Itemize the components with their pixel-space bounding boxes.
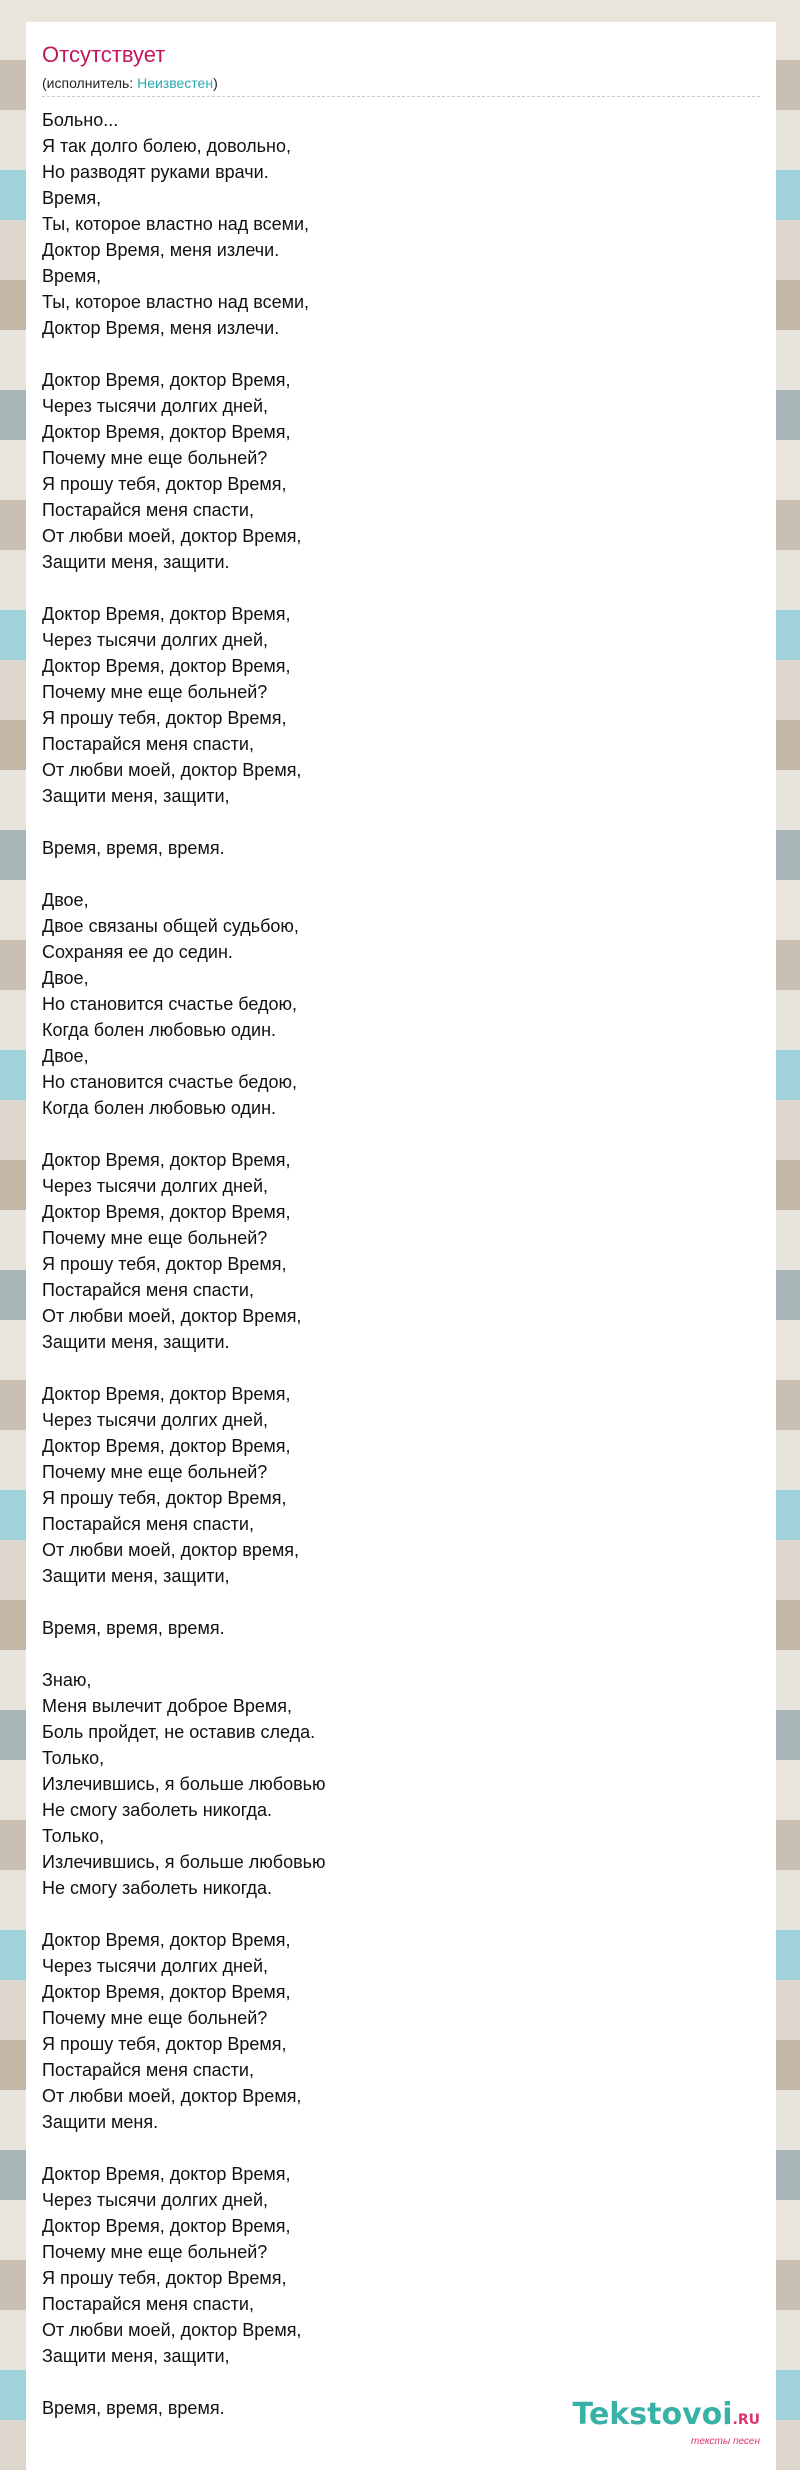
lyric-line: От любви моей, доктор Время, (42, 760, 302, 780)
lyric-line: Ты, которое властно над всеми, (42, 292, 310, 312)
lyrics-stanza (42, 1927, 760, 2135)
lyric-line: Я прошу тебя, доктор Время, (42, 1254, 287, 1274)
lyric-line: Доктор Время, доктор Время, (42, 1982, 291, 2002)
site-logo[interactable] (572, 2399, 760, 2448)
lyric-line: Я прошу тебя, доктор Время, (42, 1488, 287, 1508)
lyric-line: Больно... (42, 110, 119, 130)
lyric-line: От любви моей, доктор Время, (42, 2320, 302, 2340)
lyrics-stanza (42, 1615, 760, 1641)
lyric-line: Сохраняя ее до седин. (42, 942, 233, 962)
artist-link[interactable]: Неизвестен (137, 75, 214, 91)
lyric-line: Постарайся меня спасти, (42, 734, 254, 754)
lyrics-stanza (42, 367, 760, 575)
lyric-line: Не смогу заболеть никогда. (42, 1878, 273, 1898)
lyric-line: Знаю, (42, 1670, 92, 1690)
lyric-line: Когда болен любовью один. (42, 1098, 277, 1118)
lyric-line: Через тысячи долгих дней, (42, 630, 269, 650)
lyric-line: Защити меня. (42, 2112, 159, 2132)
lyric-line: Не смогу заболеть никогда. (42, 1800, 273, 1820)
lyric-line: Время, (42, 266, 102, 286)
lyric-line: Почему мне еще больней? (42, 1462, 268, 1482)
lyric-line: Защити меня, защити, (42, 1566, 230, 1586)
lyric-line: Почему мне еще больней? (42, 2242, 268, 2262)
lyrics-stanza (42, 1147, 760, 1355)
lyric-line: Доктор Время, доктор Время, (42, 604, 291, 624)
lyric-line: Защити меня, защити, (42, 786, 230, 806)
lyric-line: От любви моей, доктор Время, (42, 1306, 302, 1326)
lyric-line: Через тысячи долгих дней, (42, 1410, 269, 1430)
lyrics-stanza (42, 1381, 760, 1589)
lyrics-stanza (42, 107, 760, 341)
lyric-line: Но становится счастье бедою, (42, 994, 297, 1014)
artist-prefix: (исполнитель: (42, 75, 138, 91)
lyric-line: Защити меня, защити, (42, 2346, 230, 2366)
lyric-line: Двое связаны общей судьбою, (42, 916, 299, 936)
lyric-line: Постарайся меня спасти, (42, 1514, 254, 1534)
lyric-line: Доктор Время, доктор Время, (42, 1202, 291, 1222)
lyric-line: Почему мне еще больней? (42, 1228, 268, 1248)
lyrics-stanza (42, 835, 760, 861)
lyric-line: От любви моей, доктор время, (42, 1540, 299, 1560)
lyric-line: Но разводят руками врачи. (42, 162, 269, 182)
lyric-line: Я прошу тебя, доктор Время, (42, 2034, 287, 2054)
lyric-line: Доктор Время, меня излечи. (42, 318, 280, 338)
lyric-line: Доктор Время, доктор Время, (42, 656, 291, 676)
lyric-line: Двое, (42, 1046, 89, 1066)
lyric-line: Почему мне еще больней? (42, 682, 268, 702)
lyric-line: Постарайся меня спасти, (42, 2060, 254, 2080)
lyric-line: Только, (42, 1748, 105, 1768)
lyric-line: Защити меня, защити. (42, 552, 230, 572)
lyric-line: Постарайся меня спасти, (42, 2294, 254, 2314)
lyrics-stanza (42, 2161, 760, 2369)
lyric-line: Доктор Время, доктор Время, (42, 2164, 291, 2184)
lyric-line: Доктор Время, доктор Время, (42, 2216, 291, 2236)
lyric-line: Почему мне еще больней? (42, 2008, 268, 2028)
lyric-line: Доктор Время, доктор Время, (42, 1384, 291, 1404)
lyric-line: Доктор Время, доктор Время, (42, 370, 291, 390)
logo-tagline: тексты песен (691, 2436, 760, 2447)
lyric-line: От любви моей, доктор Время, (42, 526, 302, 546)
logo-text: Tekstovoi (572, 2397, 733, 2432)
lyric-line: Через тысячи долгих дней, (42, 396, 269, 416)
lyric-line: Меня вылечит доброе Время, (42, 1696, 292, 1716)
lyric-line: Постарайся меня спасти, (42, 500, 254, 520)
lyric-line: Постарайся меня спасти, (42, 1280, 254, 1300)
logo-tld: .RU (732, 2412, 760, 2428)
song-title: Отсутствует (42, 42, 166, 67)
lyric-line: Излечившись, я больше любовью (42, 1774, 326, 1794)
lyric-line: Время, (42, 188, 102, 208)
lyrics-stanza (42, 601, 760, 809)
lyrics-stanza (42, 1667, 760, 1901)
lyric-line: Защити меня, защити. (42, 1332, 230, 1352)
lyric-line: Доктор Время, доктор Время, (42, 1436, 291, 1456)
lyric-line: Только, (42, 1826, 105, 1846)
lyric-line: Время, время, время. (42, 2398, 225, 2418)
lyric-line: Двое, (42, 890, 89, 910)
lyric-line: Боль пройдет, не оставив следа. (42, 1722, 316, 1742)
lyric-line: Я так долго болею, довольно, (42, 136, 291, 156)
lyric-line: Когда болен любовью один. (42, 1020, 277, 1040)
lyric-line: Я прошу тебя, доктор Время, (42, 708, 287, 728)
lyric-line: Доктор Время, доктор Время, (42, 1930, 291, 1950)
lyric-line: Излечившись, я больше любовью (42, 1852, 326, 1872)
artist-line (42, 74, 760, 97)
lyric-line: Ты, которое властно над всеми, (42, 214, 310, 234)
lyric-line: Доктор Время, меня излечи. (42, 240, 280, 260)
lyric-line: Двое, (42, 968, 89, 988)
lyric-line: Но становится счастье бедою, (42, 1072, 297, 1092)
lyric-line: Через тысячи долгих дней, (42, 2190, 269, 2210)
lyric-line: Время, время, время. (42, 838, 225, 858)
lyric-line: Через тысячи долгих дней, (42, 1176, 269, 1196)
lyric-line: Доктор Время, доктор Время, (42, 1150, 291, 1170)
lyrics-stanza (42, 887, 760, 1121)
lyric-line: Я прошу тебя, доктор Время, (42, 474, 287, 494)
lyric-line: Через тысячи долгих дней, (42, 1956, 269, 1976)
lyrics-card (26, 22, 776, 2470)
artist-suffix: ) (213, 75, 218, 91)
lyric-line: Доктор Время, доктор Время, (42, 422, 291, 442)
lyric-line: Я прошу тебя, доктор Время, (42, 2268, 287, 2288)
lyrics-body (42, 107, 760, 2421)
lyric-line: Почему мне еще больней? (42, 448, 268, 468)
lyric-line: Время, время, время. (42, 1618, 225, 1638)
lyric-line: От любви моей, доктор Время, (42, 2086, 302, 2106)
